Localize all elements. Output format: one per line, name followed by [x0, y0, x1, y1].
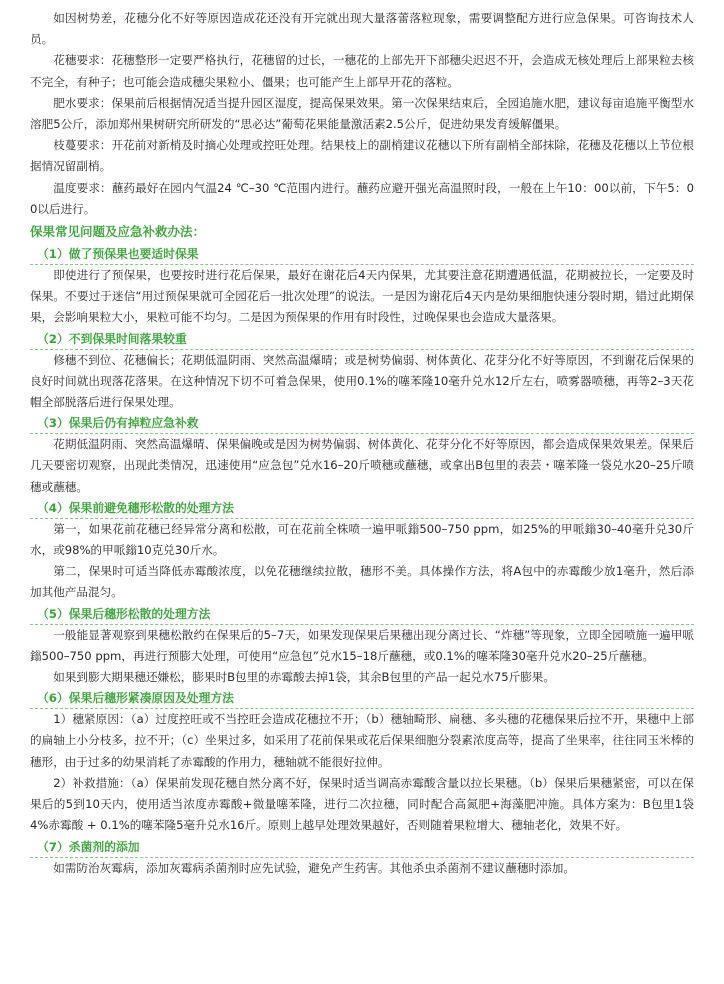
intro-paragraph: 如因树势差，花穗分化不好等原因造成花还没有开完就出现大量落蕾落粒现象，需要调整配方进行应急保果。可咨询技术人员。 — [30, 11, 694, 47]
subsection-paragraph: 如需防治灰霉病，添加灰霉病杀菌剂时应先试验，避免产生药害。其他杀虫杀菌剂不建议蘸穗时添加。 — [53, 860, 575, 875]
intro-paragraph: 肥水要求：保果前后根据情况适当提升园区湿度，提高保果效果。第一次保果结束后，全园追施水肥，建议每亩追施平衡型水溶肥5公斤，添加郑州果树研究所研发的“思必达”葡萄花果能量激活素2.5公斤，促进幼果发育缓解僵果。 — [30, 95, 694, 132]
subsection-2 — [30, 329, 694, 414]
subsection-heading: （7）杀菌剂的添加 — [30, 837, 694, 858]
subsection-5 — [30, 604, 694, 689]
intro-paragraph: 温度要求：蘸药最好在园内气温24 ℃–30 ℃范围内进行。蘸药应避开强光高温照时段，一般在上午10：00以前，下午5：00以后进行。 — [30, 180, 694, 216]
subsection-paragraph: 如果到膨大期果穗还嫌松，膨果时B包里的赤霉酸去掉1袋，其余B包里的产品一起兑水75斤膨果。 — [53, 670, 555, 685]
subsection-paragraph: 一般能显著观察到果穗松散约在保果后的5–7天，如果发现保果后果穗出现分离过长、“炸穗”等现象，立即全园喷施一遍甲哌鎓500–750 ppm，再进行预膨大处理，可使用“应急包”兑水15–18斤蘸穗，或0.1%的噻苯隆30毫升兑水20–25斤蘸穗。 — [30, 627, 694, 663]
subsection-paragraph: 1）穗紧原因：（a）过度控旺或不当控旺会造成花穗拉不开；（b）穗轴畸形、扁穗、多头穗的花穗保果后拉不开，果穗中上部的扁轴上小分枝多，拉不开；（c）坐果过多，如采用了花前保果或花后保果细胞分裂素浓度高等，提高了坐果率，往往同玉米棒的穗形，由于过多的幼果消耗了赤霉酸的作用力，穗轴就不能很好拉伸。 — [30, 712, 694, 769]
subsection-paragraph: 花期低温阴雨、突然高温爆晴、保果偏晚或是因为树势偏弱、树体黄化、花芽分化不好等原因，都会造成保果效果差。保果后几天要密切观察，出现此类情况，迅速使用“应急包”兑水16–20斤喷穗或蘸穗，或拿出B包里的表芸・噻苯隆一袋兑水20–25斤喷穗或蘸穗。 — [30, 437, 694, 494]
subsection-heading: （6）保果后穗形紧凑原因及处理方法 — [30, 688, 694, 709]
subsection-heading: （4）保果前避免穗形松散的处理方法 — [30, 498, 694, 519]
section-title: 保果常见问题及应急补救办法： — [30, 224, 206, 240]
subsection-heading: （1）做了预保果也要适时保果 — [30, 244, 694, 265]
subsection-paragraph: 即使进行了预保果，也要按时进行花后保果，最好在谢花后4天内保果，尤其要注意花期遭遇低温，花期被拉长，一定要及时保果。不要过于迷信“用过预保果就可全园花后一批次处理”的说法。一是因为谢花后4天内是幼果细胞快速分裂时期，错过此期保果，会影响果粒大小，果粒可能不均匀。二是因为预保果的作用有时段性，过晚保果也会造成大量落果。 — [30, 268, 694, 325]
subsection-1 — [30, 244, 694, 329]
subsection-paragraph: 第二，保果时可适当降低赤霉酸浓度，以免花穗继续拉散，穗形不美。具体操作方法，将A包中的赤霉酸少放1毫升，然后添加其他产品混匀。 — [30, 564, 694, 600]
subsection-6 — [30, 688, 694, 836]
subsection-3 — [30, 413, 694, 498]
intro-paragraph: 花穗要求：花穗整形一定要严格执行，花穗留的过长，一穗花的上部先开下部穗尖迟迟不开，会造成无核处理后上部果粒去核不完全，有种子；也可能会造成穗尖果粒小、僵果；也可能产生上部早开花的落粒。 — [30, 53, 694, 89]
intro-paragraph: 枝蔓要求：开花前对新梢及时摘心处理或控旺处理。结果枝上的副梢建议花穗以下所有副梢全部抹除，花穗及花穗以上节位根据情况留副梢。 — [30, 138, 694, 174]
subsection-heading: （3）保果后仍有掉粒应急补救 — [30, 413, 694, 434]
subsection-heading: （5）保果后穗形松散的处理方法 — [30, 604, 694, 625]
subsection-paragraph: 第一，如果花前花穗已经异常分离和松散，可在花前全株喷一遍甲哌鎓500–750 ppm，如25%的甲哌鎓30–40毫升兑30斤水，或98%的甲哌鎓10克兑30斤水。 — [30, 521, 694, 558]
subsection-heading: （2）不到保果时间落果较重 — [30, 329, 694, 350]
subsection-paragraph: 修穗不到位、花穗偏长；花期低温阴雨、突然高温爆晴；或是树势偏弱、树体黄化、花芽分化不好等原因，不到谢花后保果的良好时间就出现落花落果。在这种情况下切不可着急保果，使用0.1%的噻苯隆10毫升兑水12斤左右，喷雾器喷穗，再等2–3天花帽全部脱落后进行保果处理。 — [30, 352, 694, 410]
subsection-4 — [30, 498, 694, 604]
subsection-7 — [30, 837, 694, 879]
subsection-paragraph: 2）补救措施：（a）保果前发现花穗自然分离不好，保果时适当调高赤霉酸含量以拉长果穗。（b）保果后果穗紧密，可以在保果后的5到10天内，使用适当浓度赤霉酸+微量噻苯隆，进行二次拉穗，同时配合高氮肥+海藻肥冲施。具体方案为：B包里1袋4%赤霉酸 + 0.1%的噻苯隆5毫升兑水16斤。原则上越早处理效果越好，否则随着果粒增大、穗轴老化，效果不好。 — [30, 775, 694, 833]
